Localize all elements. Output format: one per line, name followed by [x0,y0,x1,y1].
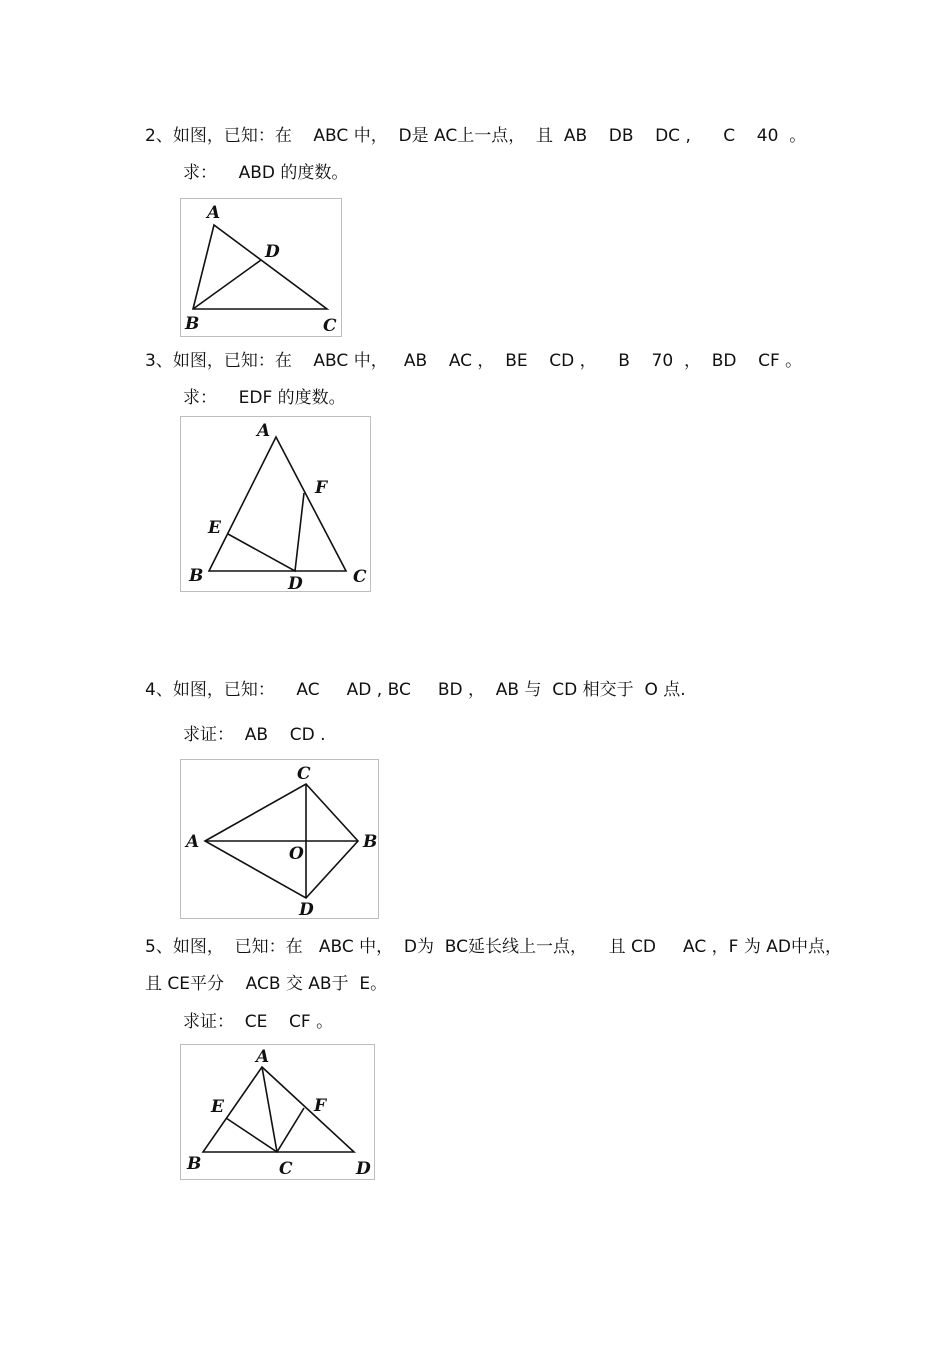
problem-4-statement: 4、如图，已知： AC AD , BC BD ， AB 与 CD 相交于 O 点. [145,680,686,700]
label-c: C [279,1159,293,1179]
label-e: E [208,518,221,538]
triangle-abc [209,437,346,571]
triangle-abc [193,225,327,309]
label-d: D [356,1159,371,1179]
problem-2-statement: 2、如图，已知：在 ABC 中， D是 AC上一点， 且 AB DB DC , C 40 。 [145,126,807,146]
label-a: A [256,1047,270,1067]
label-o: O [289,844,304,864]
label-f: F [315,478,328,498]
label-d: D [288,574,303,594]
label-b: B [185,314,200,334]
label-c: C [353,567,367,587]
problem-2-question: 求： ABD 的度数。 [183,163,349,183]
problem-4-question: 求证： AB CD . [183,725,326,745]
triangle-edf-diagram [181,417,370,594]
label-c: C [297,764,311,784]
label-a: A [257,421,271,441]
segments-ec-cf [226,1108,304,1152]
problem-2-figure [180,198,342,337]
triangle-abd [203,1067,354,1152]
problem-3-figure [180,416,371,592]
label-b: B [187,1154,202,1174]
quadrilateral-acbd-diagram [181,760,378,918]
segments-ed-df [228,493,304,571]
problem-4-figure [180,759,379,919]
label-a: A [207,203,221,223]
triangle-abd-diagram [181,199,341,336]
problem-5-statement-continued: 且 CE平分 ACB 交 AB于 E。 [145,974,388,994]
problem-5-question: 求证： CE CF 。 [183,1012,334,1032]
label-a: A [186,832,200,852]
label-c: C [323,316,337,336]
triangle-ced-diagram [181,1045,374,1179]
label-d: D [265,242,280,262]
problem-3-statement: 3、如图，已知：在 ABC 中， AB AC ， BE CD ， B 70 ， BD CF 。 [145,351,803,371]
problem-5-figure [180,1044,375,1180]
label-d: D [299,900,314,920]
problem-3-question: 求： EDF 的度数。 [183,388,346,408]
label-b: B [363,832,378,852]
label-f: F [314,1096,327,1116]
label-b: B [189,566,204,586]
label-e: E [211,1097,224,1117]
problem-5-statement: 5、如图， 已知：在 ABC 中， D为 BC延长线上一点， 且 CD AC ，F 为 AD中点， [145,937,842,957]
